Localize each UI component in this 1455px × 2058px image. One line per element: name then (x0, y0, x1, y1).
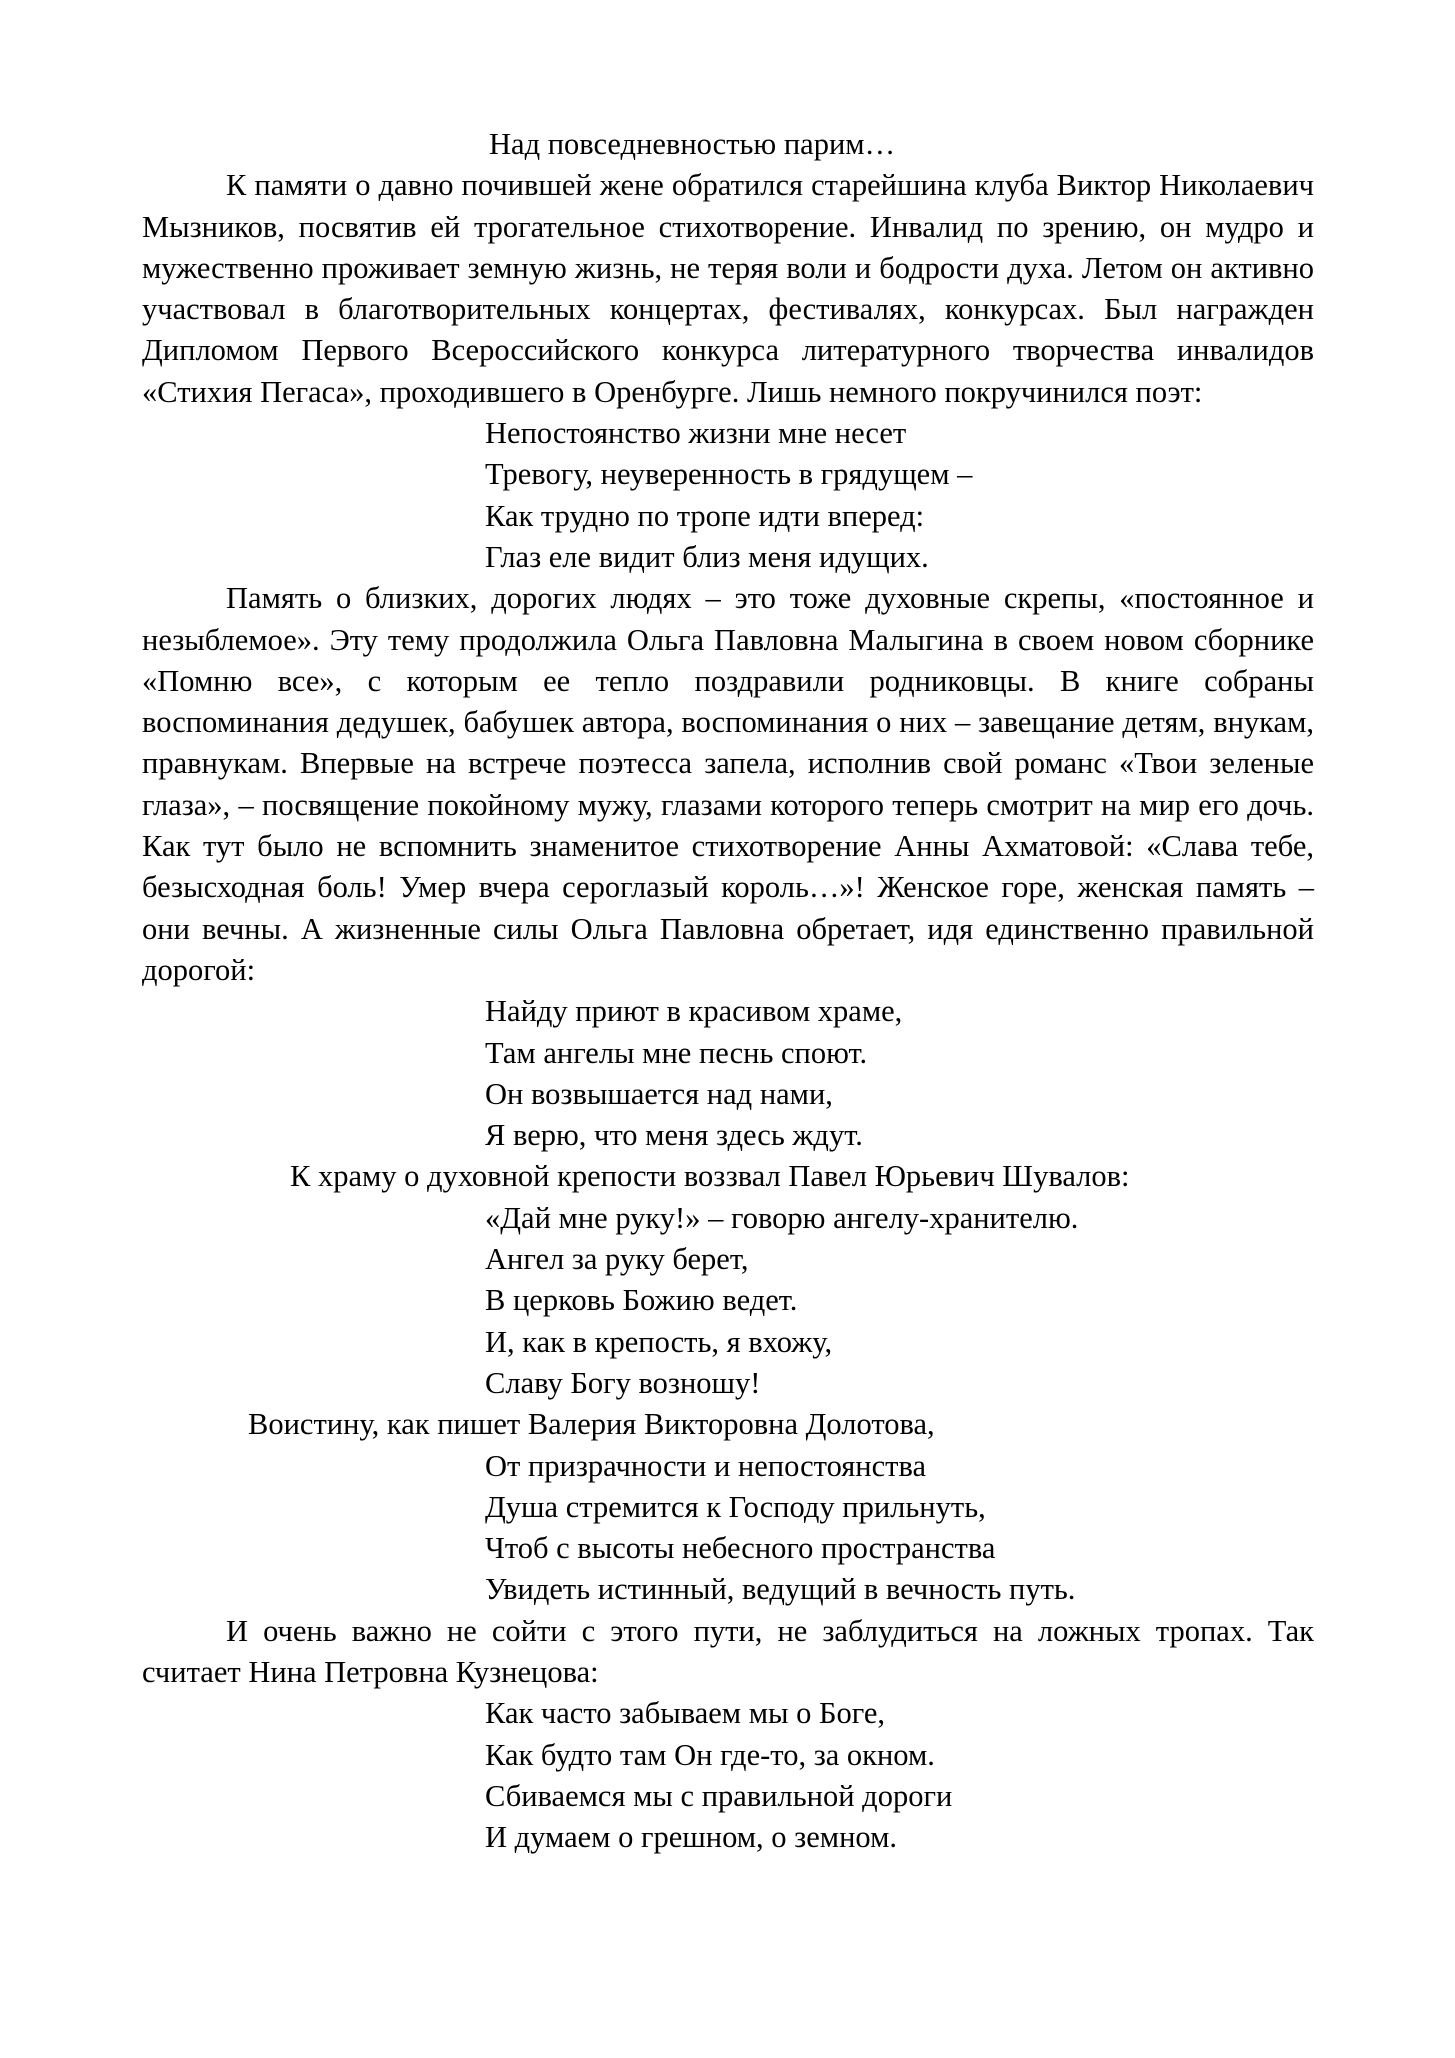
verse-line: «Дай мне руку!» – говорю ангелу-хранителю. (485, 1200, 1079, 1235)
verse-line: Чтоб с высоты небесного пространства (485, 1531, 996, 1566)
verse-line: Тревогу, неуверенность в грядущем – (485, 457, 973, 492)
body-paragraph-1: К памяти о давно почившей жене обратился старейшина клуба Виктор Николаевич Мызников, посвятив ей трогательное стихотворение. Инвалид по зрению, он мудро и мужественно проживает земную жизнь, не теряя воли и бодрости духа. Летом он активно участвовал в благотворительных концертах, фестивалях, конкурсах. Был награжден Дипломом Первого Всероссийского конкурса литературного творчества инвалидов «Стихия Пегаса», проходившего в Оренбурге. Лишь немного покручинился поэт: (142, 168, 1314, 409)
verse-line: Увидеть истинный, ведущий в вечность путь. (485, 1572, 1076, 1607)
verse-block-1 (142, 413, 1314, 578)
verse-line: От призрачности и непостоянства (485, 1448, 926, 1483)
verse-line: Глаз еле видит близ меня идущих. (485, 539, 929, 574)
verse-block-3 (142, 1198, 1314, 1404)
verse-line: Он возвышается над нами, (485, 1076, 833, 1111)
verse-line: Сбиваемся мы с правильной дороги (485, 1778, 953, 1813)
verse-line: Как часто забываем мы о Боге, (485, 1696, 886, 1731)
verse-line: Как будто там Он где-то, за окном. (485, 1737, 935, 1772)
verse-line: Я верю, что меня здесь ждут. (485, 1118, 863, 1153)
document-text-column (142, 124, 1314, 1858)
verse-line: В церковь Божию ведет. (485, 1283, 798, 1318)
verse-line: И, как в крепость, я вхожу, (485, 1324, 833, 1359)
lead-line: Над повседневностью парим… (489, 127, 896, 161)
verse-block-5 (142, 1693, 1314, 1858)
verse-block-4 (142, 1446, 1314, 1611)
verse-line: Славу Богу возношу! (485, 1365, 761, 1400)
verse-block-2 (142, 991, 1314, 1156)
verse-line: Найду приют в красивом храме, (485, 994, 903, 1029)
verse-line: Там ангелы мне песнь споют. (485, 1035, 868, 1070)
connector-line-2: Воистину, как пишет Валерия Викторовна Долотова, (248, 1407, 935, 1442)
verse-line: Непостоянство жизни мне несет (485, 416, 907, 451)
verse-line: Ангел за руку берет, (485, 1242, 749, 1277)
verse-line: Душа стремится к Господу прильнуть, (485, 1489, 986, 1524)
body-paragraph-2: Память о близких, дорогих людях – это тоже духовные скрепы, «постоянное и незыблемое». Эту тему продолжила Ольга Павловна Малыгина в своем новом сборнике «Помню все», с которым ее тепло поздравили родниковцы. В книге собраны воспоминания дедушек, бабушек автора, воспоминания о них – завещание детям, внукам, правнукам. Впервые на встрече поэтесса запела, исполнив свой романс «Твои зеленые глаза», – посвящение покойному мужу, глазами которого теперь смотрит на мир его дочь. Как тут было не вспомнить знаменитое стихотворение Анны Ахматовой: «Слава тебе, безысходная боль! Умер вчера сероглазый король…»! Женское горе, женская память – они вечны. А жизненные силы Ольга Павловна обретает, идя единственно правильной дорогой: (142, 581, 1314, 987)
verse-line: И думаем о грешном, о земном. (485, 1820, 897, 1855)
body-paragraph-3: И очень важно не сойти с этого пути, не заблудиться на ложных тропах. Так считает Нина Петровна Кузнецова: (142, 1613, 1314, 1689)
verse-line: Как трудно по тропе идти вперед: (485, 498, 925, 533)
connector-line-1: К храму о духовной крепости воззвал Павел Юрьевич Шувалов: (290, 1159, 1130, 1194)
